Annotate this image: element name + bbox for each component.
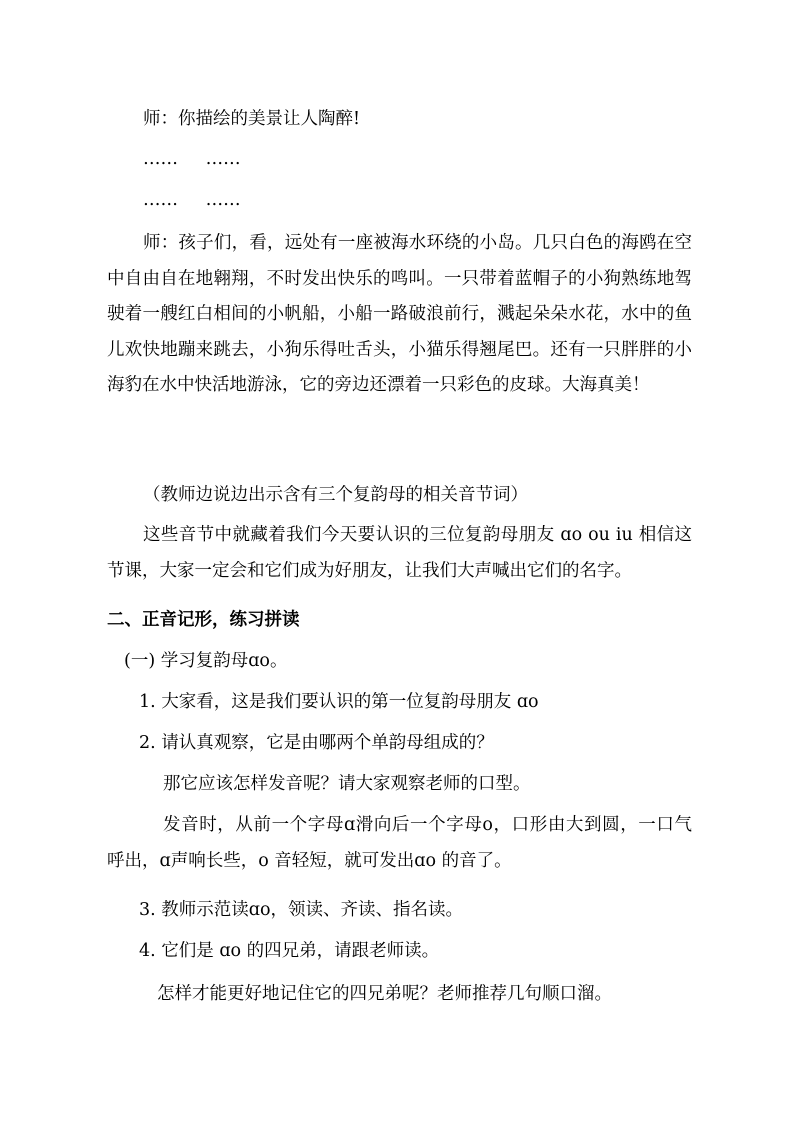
section-title: 二、正音记形，练习拼读 (107, 610, 300, 630)
subsection-title: (一) 学习复韵母ɑo。 (124, 651, 288, 671)
list-item-4-followup: 怎样才能更好地记住它的四兄弟呢？老师推荐几句顺口溜。 (157, 984, 612, 1004)
list-item-2-followup: 那它应该怎样发音呢？请大家观察老师的口型。 (163, 774, 531, 794)
list-item-3: 3. 教师示范读ɑo，领读、齐读、指名读。 (139, 900, 463, 920)
ellipsis-line: …… …… (143, 149, 241, 169)
teacher-scene-paragraph: 师：孩子们，看，远处有一座被海水环绕的小岛。几只白色的海鸥在空中自由自在地翱翔，不时发出快乐的鸣叫。一只带着蓝帽子的小狗熟练地驾驶着一艘红白相间的小帆船，小船一路破浪前行，溅起朵朵水花，水中的鱼儿欢快地蹦来跳去，小狗乐得吐舌头，小猫乐得翘尾巴。还有一只胖胖的小海豹在水中快活地游泳，它的旁边还漂着一只彩色的皮球。大海真美！ (107, 233, 692, 395)
teacher-action-note: （教师边说边出示含有三个复韵母的相关音节词） (143, 485, 528, 505)
pronunciation-paragraph: 发音时，从前一个字母ɑ滑向后一个字母o，口形由大到圆，一口气呼出，ɑ声响长些，o 音轻短，就可发出ɑo 的音了。 (107, 815, 692, 871)
list-item-1: 1. 大家看，这是我们要认识的第一位复韵母朋友 ɑo (139, 692, 539, 712)
list-item-4: 4. 它们是 ɑo 的四兄弟，请跟老师读。 (139, 941, 440, 961)
list-item-2: 2. 请认真观察，它是由哪两个单韵母组成的？ (139, 733, 494, 753)
ellipsis-line: …… …… (143, 190, 241, 210)
teacher-praise-line: 师：你描绘的美景让人陶醉! (143, 109, 361, 129)
intro-paragraph: 这些音节中就藏着我们今天要认识的三位复韵母朋友 ɑo ou iu 相信这节课，大家一定会和它们成为好朋友，让我们大声喊出它们的名字。 (107, 525, 692, 581)
